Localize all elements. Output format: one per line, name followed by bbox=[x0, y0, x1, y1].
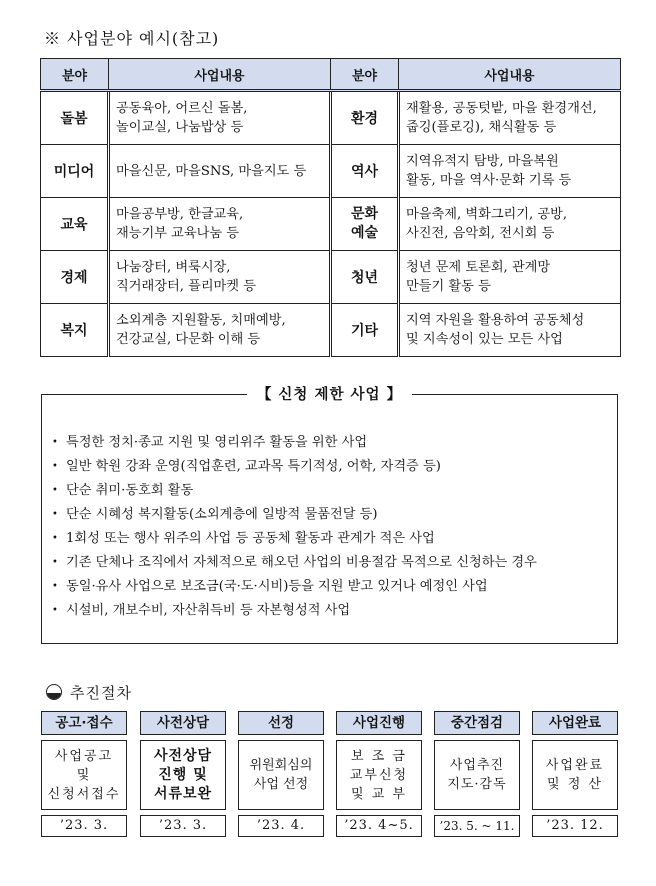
procedure-step bbox=[238, 711, 324, 837]
step-name: 사업진행 bbox=[336, 711, 422, 735]
bullet-icon: • bbox=[52, 509, 58, 520]
table-row bbox=[41, 251, 621, 304]
procedure-title: 추진절차 bbox=[46, 682, 132, 703]
procedure-step bbox=[140, 711, 226, 837]
list-item: • 단순 취미·동호회 활동 bbox=[52, 479, 537, 503]
list-item: • 특정한 정치·종교 지원 및 영리위주 활동을 위한 사업 bbox=[52, 431, 537, 455]
step-date: ’23. 5. ~ 11. bbox=[434, 815, 520, 837]
step-name: 선정 bbox=[238, 711, 324, 735]
category-cell bbox=[331, 198, 399, 251]
category-cell: 미디어 bbox=[41, 145, 109, 198]
content-cell: 지역 자원을 활용하여 공동체성 및 지속성이 있는 모든 사업 bbox=[399, 304, 621, 357]
step-description: 사전상담 진행 및 서류보완 bbox=[140, 740, 226, 810]
step-description: 보 조 금 교부신청 및 교 부 bbox=[336, 740, 422, 810]
content-cell: 마을신문, 마을SNS, 마을지도 등 bbox=[109, 145, 331, 198]
bullet-icon: • bbox=[52, 581, 58, 592]
list-item: • 기존 단체나 조직에서 자체적으로 해오던 사업의 비용절감 목적으로 신청하는 경우 bbox=[52, 551, 537, 575]
list-item: • 시설비, 개보수비, 자산취득비 등 자본형성적 사업 bbox=[52, 599, 537, 623]
category-cell: 경제 bbox=[41, 251, 109, 304]
bullet-icon: • bbox=[52, 605, 58, 616]
category-cell: 역사 bbox=[331, 145, 399, 198]
step-date: ’23. 12. bbox=[532, 815, 618, 837]
step-description: 사업공고 및 신청서접수 bbox=[41, 740, 127, 810]
content-cell: 청년 문제 토론회, 관계망 만들기 활동 등 bbox=[399, 251, 621, 304]
procedure-step bbox=[336, 711, 422, 837]
category-line: 문화 예술 bbox=[350, 206, 379, 241]
content-cell: 마을공부방, 한글교육, 재능기부 교육나눔 등 bbox=[109, 198, 331, 251]
category-cell: 기타 bbox=[331, 304, 399, 357]
restricted-list bbox=[52, 431, 537, 623]
half-filled-circle-icon bbox=[46, 684, 62, 700]
list-item: • 동일·유사 사업으로 보조금(국·도·시비)등을 지원 받고 있거나 예정인 사업 bbox=[52, 575, 537, 599]
step-date: ’23. 4~5. bbox=[336, 815, 422, 837]
content-cell: 소외계층 지원활동, 치매예방, 건강교실, 다문화 이해 등 bbox=[109, 304, 331, 357]
header-area-1: 분야 bbox=[41, 59, 109, 91]
list-item: • 1회성 또는 행사 위주의 사업 등 공동체 활동과 관계가 적은 사업 bbox=[52, 527, 537, 551]
step-name: 사전상담 bbox=[140, 711, 226, 735]
bullet-icon: • bbox=[52, 437, 58, 448]
content-cell: 지역유적지 탐방, 마을복원 활동, 마을 역사·문화 기록 등 bbox=[399, 145, 621, 198]
bullet-icon: • bbox=[52, 461, 58, 472]
restricted-business-box bbox=[41, 387, 618, 644]
list-item: • 일반 학원 강좌 운영(직업훈련, 교과목 특기적성, 어학, 자격증 등) bbox=[52, 455, 537, 479]
step-name: 공고·접수 bbox=[41, 711, 127, 735]
content-cell: 마을축제, 벽화그리기, 공방, 사진전, 음악회, 전시회 등 bbox=[399, 198, 621, 251]
bullet-icon: • bbox=[52, 557, 58, 568]
table-row bbox=[41, 91, 621, 145]
restricted-title: 【 신청 제한 사업 】 bbox=[247, 387, 412, 403]
bullet-icon: • bbox=[52, 533, 58, 544]
category-cell: 돌봄 bbox=[41, 91, 109, 145]
header-content-2: 사업내용 bbox=[399, 59, 621, 91]
step-name: 중간점검 bbox=[434, 711, 520, 735]
content-cell: 공동육아, 어르신 돌봄, 놀이교실, 나눔밥상 등 bbox=[109, 91, 331, 145]
content-cell: 재활용, 공동텃밭, 마을 환경개선, 줍깅(플로깅), 채식활동 등 bbox=[399, 91, 621, 145]
step-name: 사업완료 bbox=[532, 711, 618, 735]
header-content-1: 사업내용 bbox=[109, 59, 331, 91]
step-date: ’23. 3. bbox=[41, 815, 127, 837]
category-cell: 교육 bbox=[41, 198, 109, 251]
header-area-2: 분야 bbox=[331, 59, 399, 91]
step-description: 사업추진 지도·감독 bbox=[434, 740, 520, 810]
section-title: ※ 사업분야 예시(참고) bbox=[44, 29, 220, 48]
step-date: ’23. 4. bbox=[238, 815, 324, 837]
table-header-row bbox=[41, 59, 621, 91]
step-date: ’23. 3. bbox=[140, 815, 226, 837]
list-item: • 단순 시혜성 복지활동(소외계층에 일방적 물품전달 등) bbox=[52, 503, 537, 527]
step-description: 위원회심의 사업 선정 bbox=[238, 740, 324, 810]
category-cell: 복지 bbox=[41, 304, 109, 357]
bullet-icon: • bbox=[52, 485, 58, 496]
table-row bbox=[41, 145, 621, 198]
category-cell: 환경 bbox=[331, 91, 399, 145]
procedure-step bbox=[434, 711, 520, 837]
table-row bbox=[41, 304, 621, 357]
procedure-step bbox=[532, 711, 618, 837]
category-cell: 청년 bbox=[331, 251, 399, 304]
content-cell: 나눔장터, 벼룩시장, 직거래장터, 플리마켓 등 bbox=[109, 251, 331, 304]
business-area-table bbox=[40, 58, 621, 357]
procedure-step bbox=[41, 711, 127, 837]
table-row bbox=[41, 198, 621, 251]
step-description: 사업완료 및 정 산 bbox=[532, 740, 618, 810]
